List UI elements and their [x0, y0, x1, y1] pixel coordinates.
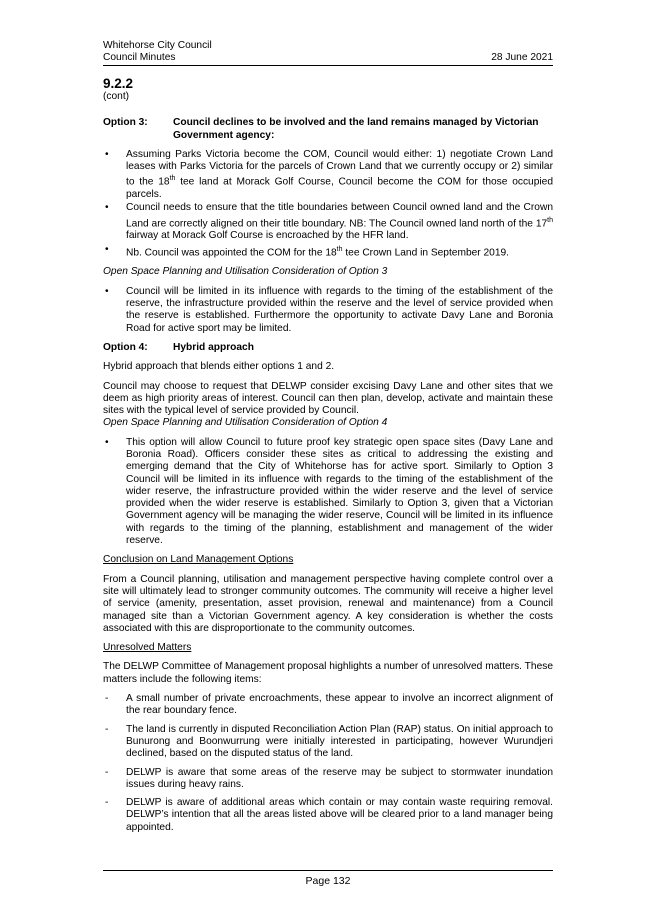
list-item: • Council needs to ensure that the title boundaries between Council owned land and the Crown Land are correctly aligned on their title boundary. NB: The Council owned land north of the 17th fairway at Morack Golf Course is encroached by the HFR land. — [103, 202, 553, 242]
unresolved-heading: Unresolved Matters — [103, 642, 192, 654]
option4-paragraph: Hybrid approach that blends either options 1 and 2. — [103, 361, 335, 373]
option3-label: Option 3: — [103, 117, 148, 129]
page-header — [103, 40, 553, 64]
option3-open-space-bullets — [103, 286, 553, 335]
option4-paragraph: Council may choose to request that DELWP consider excising Davy Lane and other sites that we deem as high priority areas of interest. Council can then plan, develop, activate and maintain these sites with the typical level of service provided by Council. — [103, 380, 553, 417]
option3-title: Council declines to be involved and the land remains managed by Victorian Government agency: — [173, 117, 539, 141]
list-item: • This option will allow Council to future proof key strategic open space sites (Davy Lane and Boronia Road). Officers consider these sites as critical to addressing the existing and emerging demand that the City of Whitehorse has for active sport. Similarly to Option 3 Council will be limited in its influence with regards to the timing of the establishment of the wider reserve, the infrastructure provided within the wider reserve and the level of service provided when the wider reserve is established. Similarly to Option 3, given that a Victorian Government agency will be managing the wider reserve, Council will be limited in its influence with regards to the timing of the planning, establishment and management of the wider reserve. — [103, 437, 553, 548]
header-divider — [103, 65, 553, 66]
header-doc-title: Council Minutes — [103, 52, 176, 63]
option3-heading — [103, 117, 553, 142]
list-item: • Council will be limited in its influence with regards to the timing of the establishment of the reserve, the infrastructure provided within the reserve and the level of service provided when the reserve is established. Furthermore the opportunity to activate Davy Lane and Boronia Road for active sport may be limited. — [103, 286, 553, 335]
page-number: Page 132 — [305, 875, 351, 887]
option3-open-space-heading: Open Space Planning and Utilisation Consideration of Option 3 — [103, 266, 388, 278]
section-number: 9.2.2 — [103, 76, 134, 91]
option4-open-space-heading: Open Space Planning and Utilisation Consideration of Option 4 — [103, 417, 388, 429]
section-cont: (cont) — [103, 91, 130, 102]
option3-bullets — [103, 149, 553, 260]
footer-divider — [103, 870, 553, 871]
option4-title: Hybrid approach — [173, 341, 254, 353]
list-item: • Nb. Council was appointed the COM for the 18th tee Crown Land in September 2019. — [103, 244, 553, 260]
option4-heading — [103, 342, 553, 354]
option4-open-space-bullets — [103, 437, 553, 548]
page-body — [103, 76, 553, 840]
list-item: - DELWP is aware of additional areas which contain or may contain waste requiring removal. DELWP’s intention that all the areas listed above will be cleared prior to a land manager being appointed. — [103, 797, 553, 834]
unresolved-list — [103, 693, 553, 834]
list-item: - The land is currently in disputed Reconciliation Action Plan (RAP) status. On initial approach to Bunurong and Boonwurrung were initially interested in participating, however Wurundjeri declined, based on the disputed status of the land. — [103, 724, 553, 761]
list-item: • Assuming Parks Victoria become the COM, Council would either: 1) negotiate Crown Land leases with Parks Victoria for the parcels of Crown Land that we currently occupy or 2) similar to the 18th tee land at Morack Golf Course, Council become the COM for those occupied parcels. — [103, 149, 553, 202]
unresolved-intro: The DELWP Committee of Management proposal highlights a number of unresolved matters. These matters include the following items: — [103, 661, 553, 685]
conclusion-paragraph: From a Council planning, utilisation and management perspective having complete control over a site will ultimately lead to stronger community outcomes. The community will receive a higher level of service (amenity, presentation, asset provision, renewal and maintenance) from a Council managed site than a Victorian Government agency. A key consideration is whether the costs associated with this are disproportionate to the community outcomes. — [103, 573, 553, 634]
conclusion-heading: Conclusion on Land Management Options — [103, 554, 294, 566]
list-item: - A small number of private encroachments, these appear to involve an incorrect alignment of the rear boundary fence. — [103, 693, 553, 718]
option4-label: Option 4: — [103, 341, 148, 353]
list-item: - DELWP is aware that some areas of the reserve may be subject to stormwater inundation issues during heavy rains. — [103, 767, 553, 792]
header-date: 28 June 2021 — [491, 52, 553, 63]
header-org: Whitehorse City Council — [103, 40, 212, 51]
